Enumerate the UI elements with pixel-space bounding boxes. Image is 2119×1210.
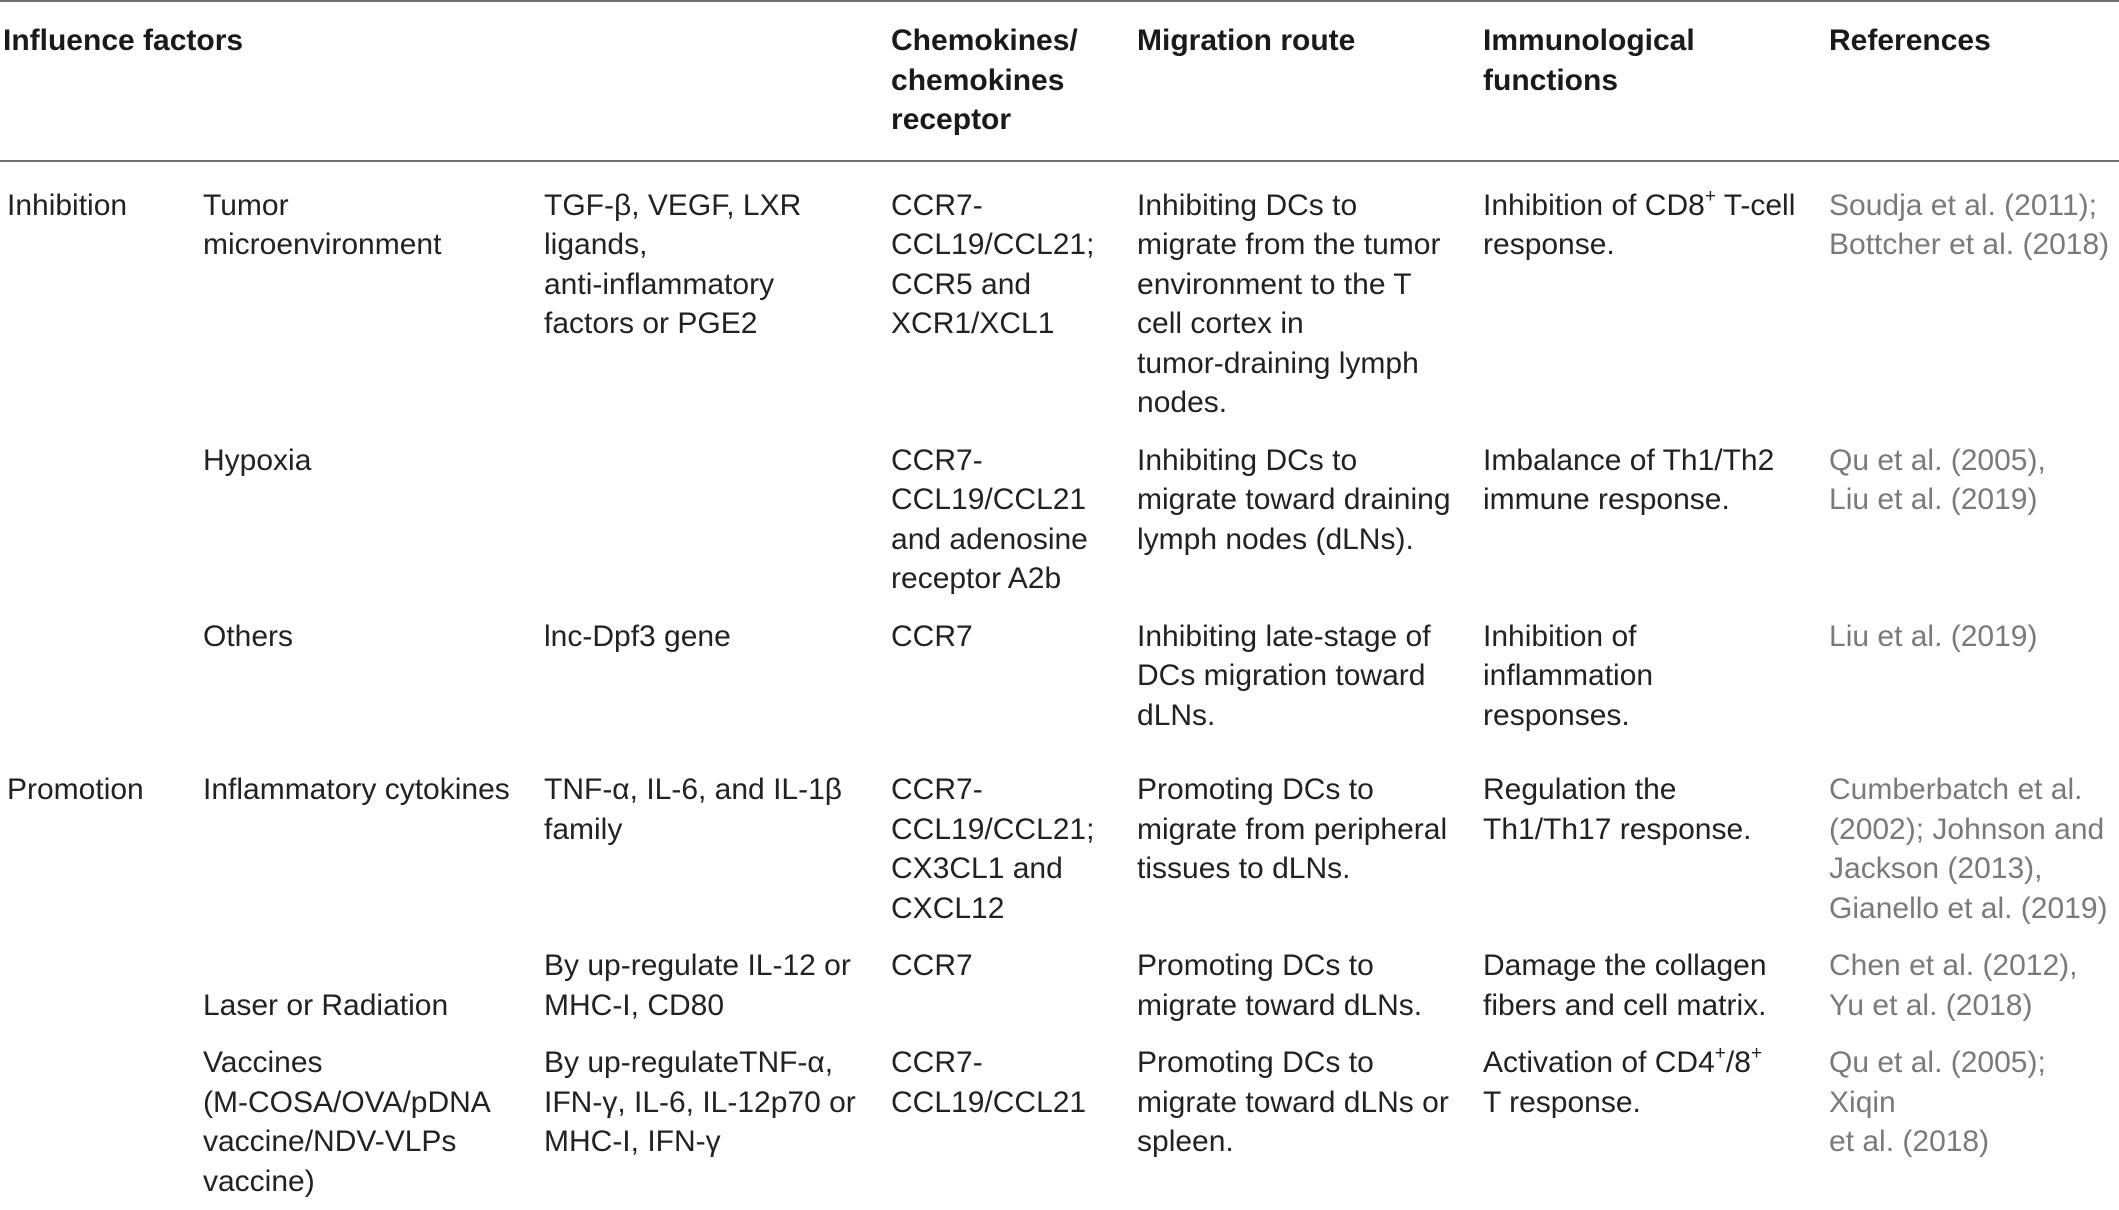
category-cell: Inhibition — [0, 161, 196, 432]
table-row — [0, 161, 2119, 432]
category-cell — [0, 608, 196, 745]
migration-cell: Promoting DCs to migrate from peripheral tissues to dLNs. — [1130, 744, 1476, 937]
function-cell: Inhibition of inflammation responses. — [1476, 608, 1822, 745]
table-row — [0, 432, 2119, 608]
chemokines-cell: CCR7- CCL19/CCL21; CX3CL1 and CXCL12 — [884, 744, 1130, 937]
references-cell: Cumberbatch et al. (2002); Johnson and Jackson (2013), Gianello et al. (2019) — [1822, 744, 2119, 937]
table-row — [0, 937, 2119, 1034]
migration-cell: Promoting DCs to migrate toward dLNs. — [1130, 937, 1476, 1034]
function-cell: Activation of CD4+/8+ T response. — [1476, 1034, 1822, 1210]
function-cell: Imbalance of Th1/Th2 immune response. — [1476, 432, 1822, 608]
factor-cell: Inflammatory cytokines — [196, 744, 537, 937]
function-cell: Inhibition of CD8+ T-cell response. — [1476, 161, 1822, 432]
references-cell: Liu et al. (2019) — [1822, 608, 2119, 745]
chemokines-cell: CCR7 — [884, 608, 1130, 745]
header-chemokines: Chemokines/ chemokines receptor — [884, 1, 1130, 161]
chemokines-cell: CCR7- CCL19/CCL21; CCR5 and XCR1/XCL1 — [884, 161, 1130, 432]
table-row — [0, 608, 2119, 745]
header-row — [0, 1, 2119, 161]
table-row — [0, 744, 2119, 937]
factor-cell: Others — [196, 608, 537, 745]
mediators-cell — [537, 432, 884, 608]
chemokines-cell: CCR7- CCL19/CCL21 and adenosine receptor A2b — [884, 432, 1130, 608]
category-cell — [0, 1034, 196, 1210]
category-cell: Promotion — [0, 744, 196, 937]
header-immunological-functions: Immunological functions — [1476, 1, 1822, 161]
migration-cell: Inhibiting late-stage of DCs migration toward dLNs. — [1130, 608, 1476, 745]
mediators-cell: By up-regulate IL-12 or MHC-I, CD80 — [537, 937, 884, 1034]
factor-cell: Vaccines (M-COSA/OVA/pDNA vaccine/NDV-VLPs vaccine) — [196, 1034, 537, 1210]
references-cell: Chen et al. (2012), Yu et al. (2018) — [1822, 937, 2119, 1034]
function-cell: Regulation the Th1/Th17 response. — [1476, 744, 1822, 937]
category-cell — [0, 937, 196, 1034]
category-cell — [0, 432, 196, 608]
migration-cell: Promoting DCs to migrate toward dLNs or spleen. — [1130, 1034, 1476, 1210]
header-migration-route: Migration route — [1130, 1, 1476, 161]
function-cell: Damage the collagen fibers and cell matrix. — [1476, 937, 1822, 1034]
chemokines-cell: CCR7- CCL19/CCL21 — [884, 1034, 1130, 1210]
references-cell: Qu et al. (2005), Liu et al. (2019) — [1822, 432, 2119, 608]
factor-cell: Tumor microenvironment — [196, 161, 537, 432]
table-header — [0, 1, 2119, 161]
factor-cell: Laser or Radiation — [196, 937, 537, 1034]
chemokines-cell: CCR7 — [884, 937, 1130, 1034]
references-cell: Soudja et al. (2011); Bottcher et al. (2018) — [1822, 161, 2119, 432]
mediators-cell: TGF-β, VEGF, LXR ligands, anti-inflammatory factors or PGE2 — [537, 161, 884, 432]
mediators-cell: By up-regulateTNF-α, IFN-γ, IL-6, IL-12p70 or MHC-I, IFN-γ — [537, 1034, 884, 1210]
mediators-cell: lnc-Dpf3 gene — [537, 608, 884, 745]
header-influence-factors: Influence factors — [0, 1, 884, 161]
migration-cell: Inhibiting DCs to migrate toward draining lymph nodes (dLNs). — [1130, 432, 1476, 608]
factor-cell: Hypoxia — [196, 432, 537, 608]
table-row — [0, 1034, 2119, 1210]
references-cell: Qu et al. (2005); Xiqin et al. (2018) — [1822, 1034, 2119, 1210]
header-references: References — [1822, 1, 2119, 161]
migration-cell: Inhibiting DCs to migrate from the tumor environment to the T cell cortex in tumor-draining lymph nodes. — [1130, 161, 1476, 432]
mediators-cell: TNF-α, IL-6, and IL-1β family — [537, 744, 884, 937]
table-body — [0, 161, 2119, 1210]
